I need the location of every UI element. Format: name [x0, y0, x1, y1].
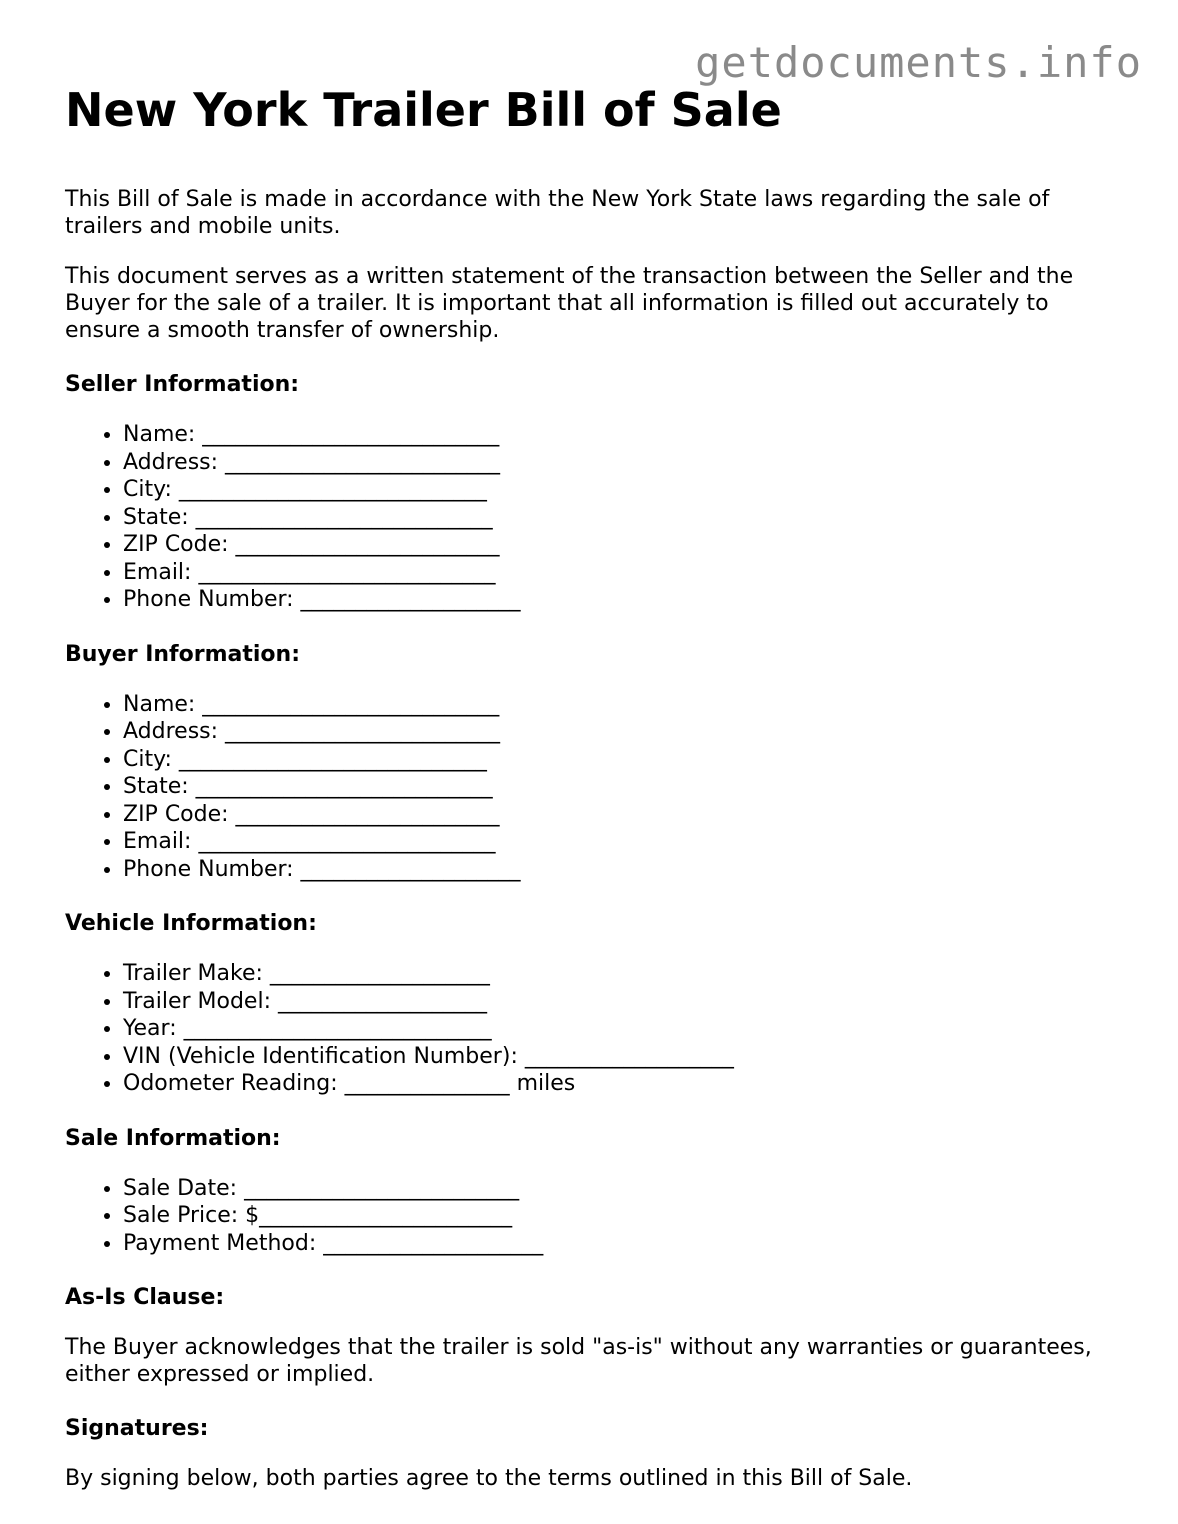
- document-body: [65, 78, 1125, 1515]
- sale-price-field: • Sale Price: $_______________________: [123, 1202, 1125, 1230]
- sale-heading: Sale Information:: [65, 1125, 281, 1151]
- seller-city-field: • City: ____________________________: [123, 476, 1125, 504]
- vin-field: • VIN (Vehicle Identification Number): ___________________: [123, 1043, 1125, 1071]
- buyer-fields: [65, 691, 1125, 884]
- intro-paragraph-1: This Bill of Sale is made in accordance with the New York State laws regarding the sale of trailers and mobile units.: [65, 187, 1050, 239]
- seller-heading: Seller Information:: [65, 372, 300, 397]
- buyer-zip-field: • ZIP Code: ________________________: [123, 801, 1125, 829]
- trailer-model-field: • Trailer Model: ___________________: [123, 988, 1125, 1016]
- as-is-text: The Buyer acknowledges that the trailer is sold "as-is" without any warranties or guarantees, either expressed or implied.: [65, 1335, 1092, 1387]
- buyer-address-field: • Address: _________________________: [123, 718, 1125, 746]
- seller-state-field: • State: ___________________________: [123, 504, 1125, 532]
- seller-name-field: • Name: ___________________________: [123, 421, 1125, 449]
- watermark: getdocuments.info: [695, 38, 1142, 87]
- vehicle-heading: Vehicle Information:: [65, 911, 317, 936]
- page-title: New York Trailer Bill of Sale: [65, 83, 782, 137]
- seller-phone-field: • Phone Number: ____________________: [123, 586, 1125, 614]
- trailer-make-field: • Trailer Make: ____________________: [123, 960, 1125, 988]
- sale-date-field: • Sale Date: _________________________: [123, 1175, 1125, 1203]
- buyer-phone-field: • Phone Number: ____________________: [123, 856, 1125, 884]
- seller-zip-field: • ZIP Code: ________________________: [123, 531, 1125, 559]
- buyer-city-field: • City: ____________________________: [123, 746, 1125, 774]
- buyer-email-field: • Email: ___________________________: [123, 828, 1125, 856]
- intro-paragraph-2: This document serves as a written statement of the transaction between the Seller and the Buyer for the sale of a trailer. It is important that all information is filled out accurately to ensure a smooth transfer of ownership.: [65, 264, 1074, 343]
- payment-method-field: • Payment Method: ____________________: [123, 1230, 1125, 1258]
- vehicle-fields: [65, 960, 1125, 1098]
- odometer-field: • Odometer Reading: _______________ miles: [123, 1070, 1125, 1098]
- signatures-heading: Signatures:: [65, 1416, 209, 1441]
- buyer-name-field: • Name: ___________________________: [123, 691, 1125, 719]
- as-is-heading: As-Is Clause:: [65, 1285, 225, 1310]
- sale-fields: [65, 1175, 1125, 1258]
- seller-address-field: • Address: _________________________: [123, 449, 1125, 477]
- signatures-text: By signing below, both parties agree to the terms outlined in this Bill of Sale.: [65, 1466, 913, 1491]
- year-field: • Year: ____________________________: [123, 1015, 1125, 1043]
- buyer-state-field: • State: ___________________________: [123, 773, 1125, 801]
- seller-fields: [65, 421, 1125, 614]
- seller-email-field: • Email: ___________________________: [123, 559, 1125, 587]
- buyer-heading: Buyer Information:: [65, 641, 300, 667]
